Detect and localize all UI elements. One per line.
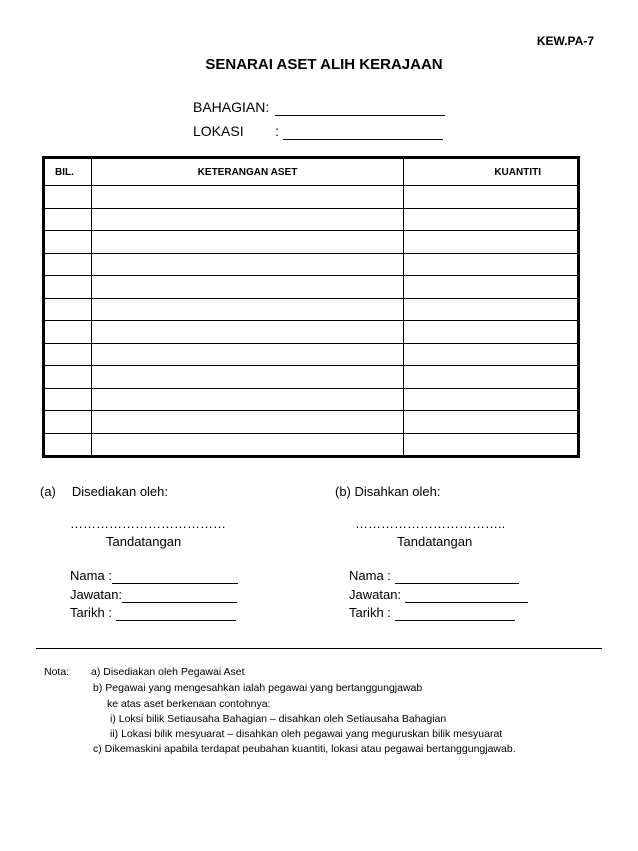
table-header-row <box>44 158 579 186</box>
approved-by-signature-label: Tandatangan <box>397 534 473 549</box>
prepared-by-jawatan <box>70 587 237 603</box>
cell-keterangan[interactable] <box>92 388 404 411</box>
cell-keterangan[interactable] <box>92 276 404 299</box>
header-bil: BIL. <box>44 158 92 186</box>
prepared-by-nama-blank[interactable] <box>112 568 238 584</box>
approved-by-jawatan-label: Jawatan: <box>349 587 402 602</box>
prepared-by-marker: (a) <box>40 484 56 499</box>
bahagian-field <box>193 99 445 116</box>
table-row <box>44 298 579 321</box>
cell-keterangan[interactable] <box>92 366 404 389</box>
cell-bil[interactable] <box>44 253 92 276</box>
cell-bil[interactable] <box>44 411 92 434</box>
cell-bil[interactable] <box>44 276 92 299</box>
cell-kuantiti[interactable] <box>404 298 579 321</box>
prepared-by-jawatan-label: Jawatan: <box>70 587 123 602</box>
note-b-continuation: ke atas aset berkenaan contohnya: <box>107 698 271 710</box>
approved-by-heading: (b) Disahkan oleh: <box>335 484 441 499</box>
cell-kuantiti[interactable] <box>404 186 579 209</box>
cell-keterangan[interactable] <box>92 253 404 276</box>
approved-by-nama <box>349 568 519 584</box>
prepared-by-tarikh-blank[interactable] <box>116 605 236 621</box>
table-row <box>44 433 579 457</box>
cell-bil[interactable] <box>44 366 92 389</box>
cell-keterangan[interactable] <box>92 343 404 366</box>
cell-bil[interactable] <box>44 298 92 321</box>
notes-label: Nota: <box>44 666 70 678</box>
cell-keterangan[interactable] <box>92 433 404 457</box>
cell-kuantiti[interactable] <box>404 276 579 299</box>
approved-by-tarikh-blank[interactable] <box>395 605 515 621</box>
asset-table <box>42 156 580 458</box>
table-row <box>44 253 579 276</box>
table-row <box>44 366 579 389</box>
cell-bil[interactable] <box>44 231 92 254</box>
cell-kuantiti[interactable] <box>404 253 579 276</box>
approved-by-tarikh <box>349 605 515 621</box>
note-b: b) Pegawai yang mengesahkan ialah pegawai yang bertanggungjawab <box>93 682 423 694</box>
note-b-i: i) Loksi bilik Setiausaha Bahagian – disahkan oleh Setiausaha Bahagian <box>110 713 447 725</box>
page-title: SENARAI ASET ALIH KERAJAAN <box>205 56 443 73</box>
lokasi-blank[interactable] <box>283 123 443 140</box>
cell-bil[interactable] <box>44 321 92 344</box>
cell-bil[interactable] <box>44 388 92 411</box>
section-divider <box>36 648 602 649</box>
prepared-by-label: Disediakan oleh: <box>71 484 169 499</box>
approved-by-nama-blank[interactable] <box>395 568 519 584</box>
cell-bil[interactable] <box>44 186 92 209</box>
approved-by-signature-dots[interactable]: …………………………….. <box>355 516 506 531</box>
cell-keterangan[interactable] <box>92 411 404 434</box>
bahagian-label: BAHAGIAN: <box>193 99 270 115</box>
cell-bil[interactable] <box>44 343 92 366</box>
prepared-by-signature-label: Tandatangan <box>106 534 182 549</box>
lokasi-label: LOKASI <box>193 123 244 139</box>
cell-kuantiti[interactable] <box>404 321 579 344</box>
cell-keterangan[interactable] <box>92 186 404 209</box>
table-row <box>44 388 579 411</box>
cell-kuantiti[interactable] <box>404 388 579 411</box>
prepared-by-tarikh-label: Tarikh : <box>70 605 112 620</box>
table-row <box>44 208 579 231</box>
cell-keterangan[interactable] <box>92 298 404 321</box>
approved-by-jawatan <box>349 587 528 603</box>
prepared-by-nama <box>70 568 238 584</box>
prepared-by-heading <box>40 484 168 499</box>
lokasi-colon: : <box>275 123 279 139</box>
note-c: c) Dikemaskini apabila terdapat peubahan kuantiti, lokasi atau pegawai bertanggungjawab. <box>93 743 516 755</box>
note-b-ii: ii) Lokasi bilik mesyuarat – disahkan oleh pegawai yang meguruskan bilik mesyuarat <box>110 728 503 740</box>
header-kuantiti: KUANTITI <box>404 158 579 186</box>
cell-keterangan[interactable] <box>92 321 404 344</box>
cell-kuantiti[interactable] <box>404 433 579 457</box>
approved-by-nama-label: Nama : <box>349 568 391 583</box>
cell-kuantiti[interactable] <box>404 343 579 366</box>
prepared-by-jawatan-blank[interactable] <box>122 587 237 603</box>
prepared-by-tarikh <box>70 605 236 621</box>
cell-bil[interactable] <box>44 208 92 231</box>
cell-kuantiti[interactable] <box>404 411 579 434</box>
cell-kuantiti[interactable] <box>404 231 579 254</box>
table-row <box>44 231 579 254</box>
table-row <box>44 411 579 434</box>
bahagian-blank[interactable] <box>275 99 445 116</box>
lokasi-field <box>193 123 443 140</box>
table-row <box>44 186 579 209</box>
table-row <box>44 343 579 366</box>
form-code: KEW.PA-7 <box>536 34 594 48</box>
cell-bil[interactable] <box>44 433 92 457</box>
approved-by-tarikh-label: Tarikh : <box>349 605 391 620</box>
approved-by-jawatan-blank[interactable] <box>405 587 528 603</box>
prepared-by-signature-dots[interactable]: ……………………………… <box>70 516 226 531</box>
table-row <box>44 276 579 299</box>
header-keterangan-aset: KETERANGAN ASET <box>92 158 404 186</box>
cell-kuantiti[interactable] <box>404 366 579 389</box>
note-a: a) Disediakan oleh Pegawai Aset <box>91 666 245 678</box>
table-row <box>44 321 579 344</box>
prepared-by-nama-label: Nama : <box>70 568 112 583</box>
cell-keterangan[interactable] <box>92 231 404 254</box>
cell-kuantiti[interactable] <box>404 208 579 231</box>
cell-keterangan[interactable] <box>92 208 404 231</box>
